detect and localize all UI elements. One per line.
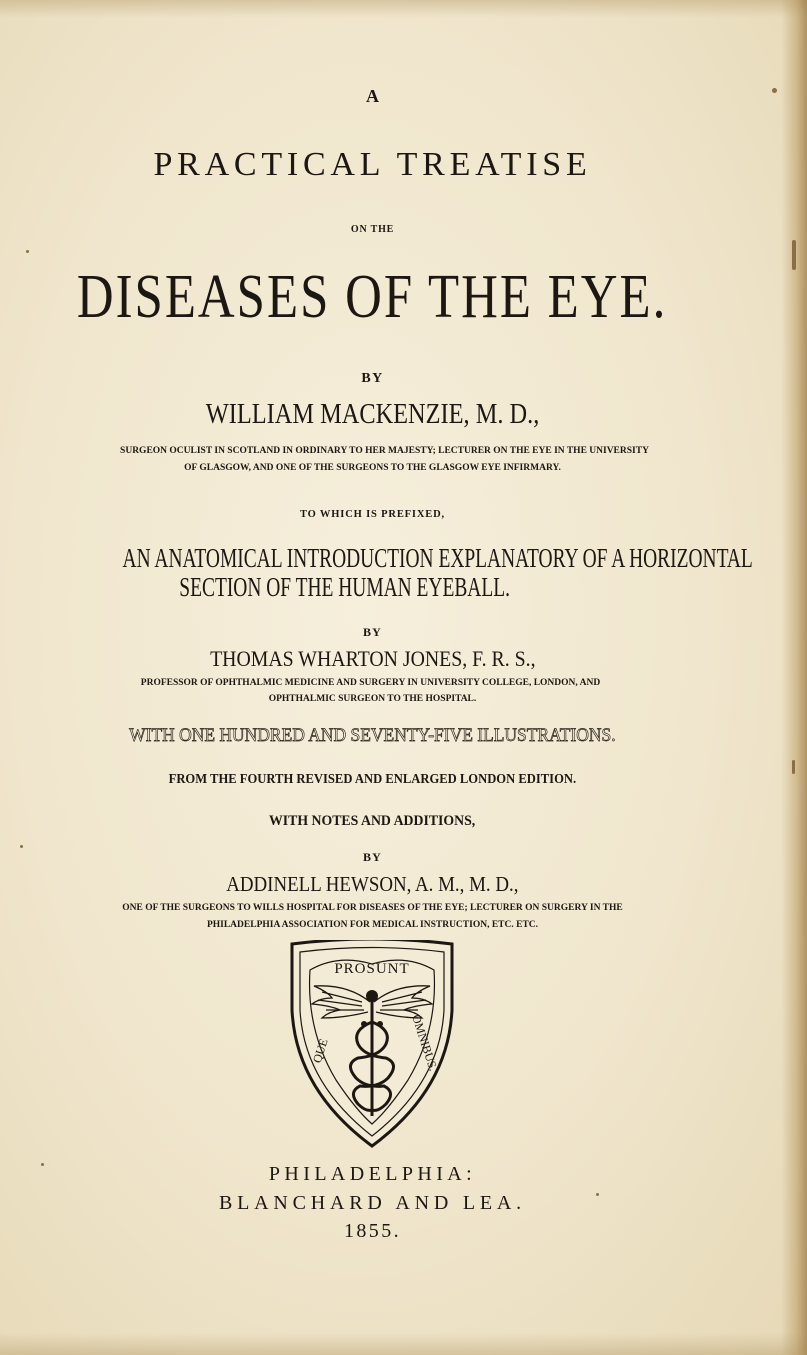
introduction-line1-text: AN ANATOMICAL INTRODUCTION EXPLANATORY OF A HORIZONTAL [122,543,753,573]
author-3-name-text: ADDINELL HEWSON, A. M., M. D., [226,872,519,896]
illustrations-line-text: WITH ONE HUNDRED AND SEVENTY-FIVE ILLUSTRATIONS. [129,725,616,746]
publisher-seal [288,940,456,1150]
author-1-name [0,398,745,431]
author-2-name [0,646,745,672]
title-main: PRACTICAL TREATISE [153,146,592,183]
author-3-name [0,872,745,897]
imprint-publisher: BLANCHARD AND LEA. [219,1192,526,1214]
page-edge-right [781,0,807,1355]
page-edge-top [0,0,807,18]
edition-line [0,772,745,788]
foxing-speck [41,1163,44,1166]
notes-line [0,813,745,830]
caduceus-icon [288,940,456,1150]
introduction-line2-text: SECTION OF THE HUMAN EYEBALL. [179,572,510,602]
prefixed-label: TO WHICH IS PREFIXED, [299,509,446,520]
author-1-name-text: WILLIAM MACKENZIE, M. D., [205,398,540,430]
author-1-affiliation-line1: SURGEON OCULIST IN SCOTLAND IN ORDINARY TO HER MAJESTY; LECTURER ON THE EYE IN THE UNIVERSITY [120,446,649,456]
author-1-affiliation-line2: OF GLASGOW, AND ONE OF THE SURGEONS TO THE GLASGOW EYE INFIRMARY. [184,463,561,473]
foxing-speck [26,250,29,253]
foxing-speck [772,88,777,93]
introduction-line2 [0,572,717,603]
title-subject [0,262,745,333]
seal-motto-top: PROSUNT [334,961,410,977]
imprint-place: PHILADELPHIA: [268,1163,477,1185]
by-label-2: BY [362,625,383,639]
illustrations-line [0,725,745,747]
by-label-3: BY [362,850,383,864]
seal-motto-right: OMNIBUS. [409,1012,441,1073]
foxing-speck [596,1193,599,1196]
author-3-affiliation-line2: PHILADELPHIA ASSOCIATION FOR MEDICAL INSTRUCTION, ETC. ETC. [206,920,539,930]
notes-line-text: WITH NOTES AND ADDITIONS, [269,813,476,829]
title-article: A [366,86,379,106]
title-on-the: ON THE [350,224,395,235]
foxing-speck [792,240,796,270]
author-2-name-text: THOMAS WHARTON JONES, F. R. S., [209,646,536,671]
foxing-speck [792,760,795,774]
imprint-year: 1855. [344,1220,401,1242]
edition-line-text: FROM THE FOURTH REVISED AND ENLARGED LONDON EDITION. [168,772,577,787]
seal-motto-left: QUE [309,1036,331,1065]
by-label-1: BY [361,371,384,386]
title-subject-text: DISEASES OF THE EYE. [77,263,668,331]
author-2-affiliation-line1: PROFESSOR OF OPHTHALMIC MEDICINE AND SURGERY IN UNIVERSITY COLLEGE, LONDON, AND [140,678,601,688]
author-2-affiliation-line2: OPHTHALMIC SURGEON TO THE HOSPITAL. [268,694,477,704]
page-edge-bottom [0,1333,807,1355]
author-3-affiliation-line1: ONE OF THE SURGEONS TO WILLS HOSPITAL FOR DISEASES OF THE EYE; LECTURER ON SURGERY IN THE [122,903,623,913]
foxing-speck [20,845,23,848]
introduction-line1 [0,543,753,574]
